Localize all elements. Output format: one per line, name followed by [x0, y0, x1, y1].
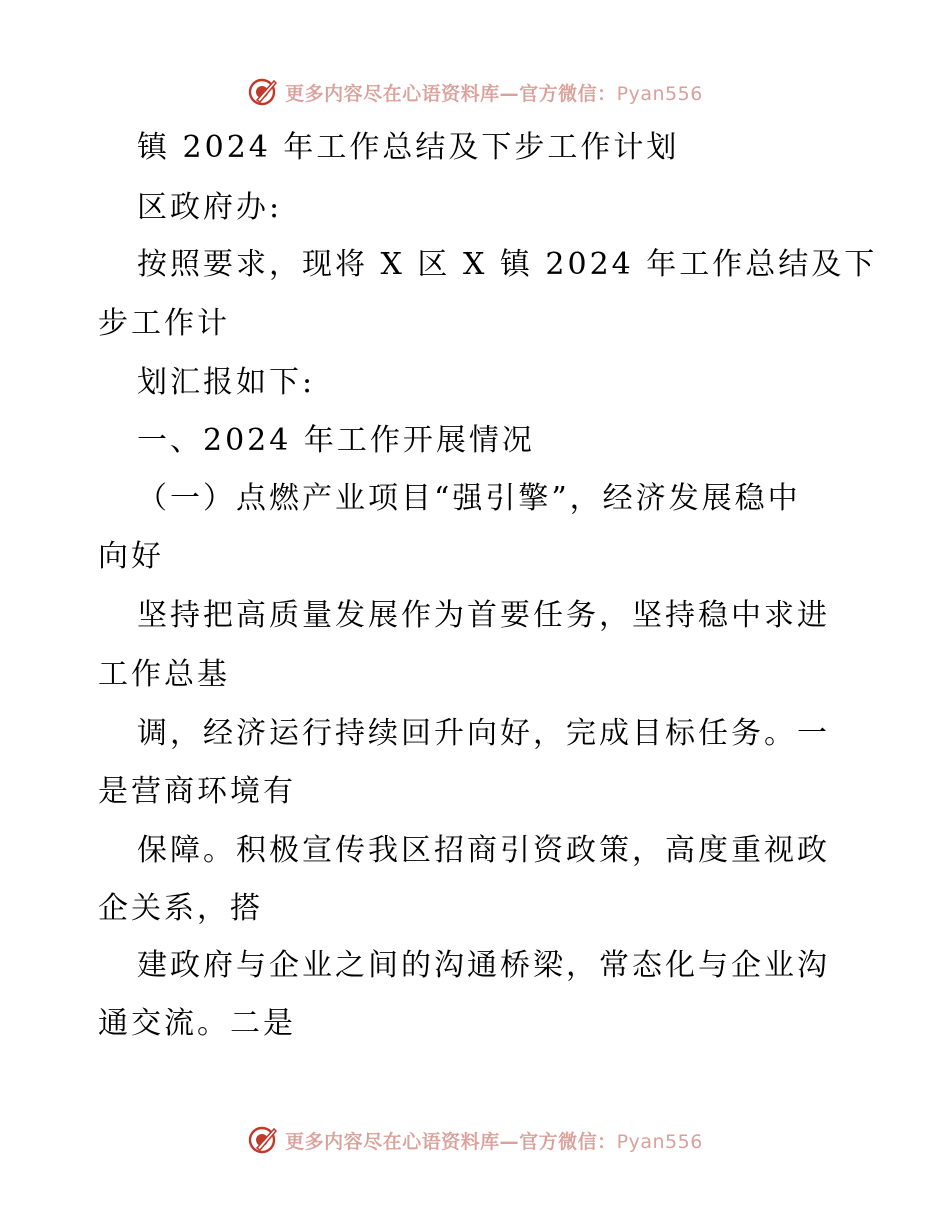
subsection-heading: （一）点燃产业项目“强引擎”，经济发展稳中 — [137, 481, 801, 516]
paragraph-line: 按照要求，现将 X 区 X 镇 2024 年工作总结及下 — [137, 247, 878, 282]
paragraph-line: 企关系，搭 — [98, 891, 263, 926]
document-title: 镇 2024 年工作总结及下步工作计划 — [137, 130, 680, 165]
paragraph-line: 划汇报如下: — [137, 365, 316, 400]
watermark-text: 更多内容尽在心语资料库—官方微信：Pyan556 — [285, 1130, 703, 1153]
watermark-id: Pyan556 — [616, 82, 703, 105]
watermark-id: Pyan556 — [616, 1130, 703, 1153]
paragraph-line: 坚持把高质量发展作为首要任务，坚持稳中求进 — [137, 598, 830, 633]
paragraph-line: 建政府与企业之间的沟通桥梁，常态化与企业沟 — [137, 948, 830, 983]
watermark-text: 更多内容尽在心语资料库—官方微信：Pyan556 — [285, 82, 703, 105]
paragraph-line: 是营商环境有 — [98, 774, 296, 809]
paragraph-line: 工作总基 — [98, 657, 230, 692]
watermark-footer — [0, 1120, 950, 1160]
document-addressee: 区政府办: — [137, 190, 283, 225]
paragraph-line: 通交流。二是 — [98, 1006, 296, 1041]
paragraph-line: 步工作计 — [98, 306, 230, 341]
section-heading: 一、2024 年工作开展情况 — [137, 423, 535, 458]
paragraph-line: 保障。积极宣传我区招商引资政策，高度重视政 — [137, 833, 830, 868]
seal-pen-icon — [247, 1124, 279, 1156]
paragraph-line: 调，经济运行持续回升向好，完成目标任务。一 — [137, 716, 830, 751]
subsection-heading: 向好 — [98, 539, 164, 574]
